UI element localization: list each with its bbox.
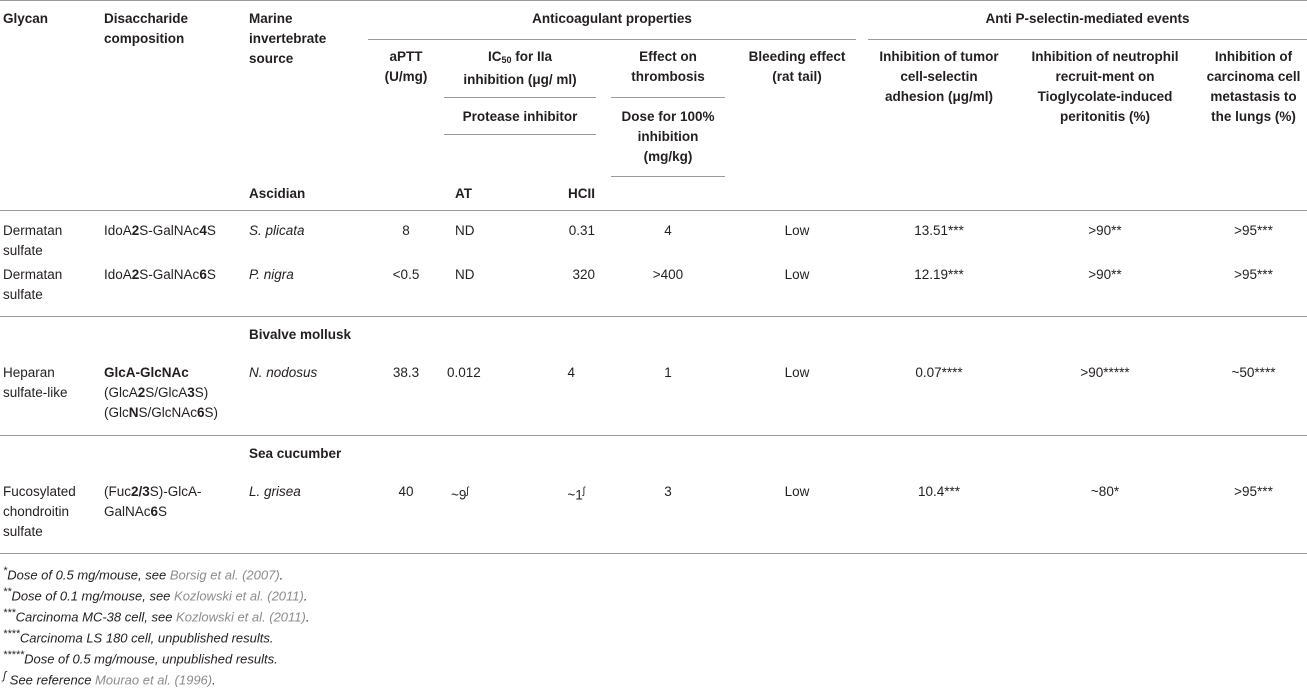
row4-carcinoma: >95*** [1234, 484, 1273, 499]
row3-composition: GlcA-GlcNAc (GlcA2S/GlcA3S) (GlcNS/GlcNAc6S) [104, 365, 219, 420]
row2-source: P. nigra [249, 267, 294, 282]
protease-rule [444, 134, 596, 135]
row2-hcii: 320 [572, 267, 595, 282]
row2-bleeding: Low [784, 267, 810, 282]
row4-tumor: 10.4*** [917, 484, 961, 499]
row1-at: ND [455, 223, 475, 238]
row3-tumor: 0.07**** [915, 365, 963, 380]
header-hcii: HCII [568, 186, 595, 201]
row2-dose: >400 [652, 267, 684, 282]
row1-aptt: 8 [402, 223, 410, 238]
row4-composition: (Fuc2/3S)-GlcA- GalNAc6S [104, 484, 202, 519]
row3-source: N. nodosus [249, 365, 318, 380]
row3-neutrophil: >90***** [1080, 365, 1130, 380]
group-rule-1 [0, 316, 1307, 317]
footnote-4: ****Carcinoma LS 180 cell, unpublished results. [3, 628, 274, 646]
header-aptt: aPTT (U/mg) [384, 49, 428, 84]
row2-aptt: <0.5 [392, 267, 420, 282]
header-protease: Protease inhibitor [462, 109, 578, 124]
group-rule-2 [0, 435, 1307, 436]
row1-tumor: 13.51*** [914, 223, 964, 238]
row3-carcinoma: ~50**** [1231, 365, 1276, 380]
group-ascidian: Ascidian [249, 186, 306, 201]
footnote-1: *Dose of 0.5 mg/mouse, see Borsig et al. (2007). [3, 565, 284, 583]
row4-neutrophil: ~80* [1090, 484, 1120, 499]
footnote-5: *****Dose of 0.5 mg/mouse, unpublished results. [3, 649, 278, 667]
anticoag-group-rule [368, 39, 856, 40]
row2-neutrophil: >90** [1088, 267, 1122, 282]
row3-hcii: 4 [567, 365, 575, 380]
dose-rule [611, 176, 725, 177]
header-tumor: Inhibition of tumor cell-selectin adhesion (μg/ml) [879, 49, 999, 104]
ic50-rule [444, 97, 596, 98]
header-neutrophil: Inhibition of neutrophil recruit-ment on Tioglycolate-induced peritonitis (%) [1031, 49, 1179, 124]
row1-carcinoma: >95*** [1234, 223, 1273, 238]
row3-bleeding: Low [784, 365, 810, 380]
row4-source: L. grisea [249, 484, 301, 499]
row2-at: ND [455, 267, 475, 282]
footnote-2: **Dose of 0.1 mg/mouse, see Kozlowski et al. (2011). [3, 586, 308, 604]
row1-source: S. plicata [249, 223, 305, 238]
row2-composition: IdoA2S-GalNAc6S [104, 267, 216, 282]
row3-aptt: 38.3 [392, 365, 420, 380]
row4-hcii: $\sim 1^ʃ$ [567, 486, 585, 503]
table-bottom-rule [0, 553, 1307, 554]
header-anticoag-group: Anticoagulant properties [532, 11, 692, 26]
header-at: AT [455, 186, 472, 201]
row4-bleeding: Low [784, 484, 810, 499]
header-antip-group: Anti P-selectin-mediated events [985, 11, 1190, 26]
row2-carcinoma: >95*** [1234, 267, 1273, 282]
row4-glycan: Fucosylated chondroitin sulfate [3, 484, 76, 539]
row1-hcii: 0.31 [568, 223, 595, 238]
header-thrombosis: Effect on thrombosis [631, 49, 705, 84]
footnote-ref-link[interactable]: Borsig et al. (2007) [169, 567, 280, 583]
header-ic50: $IC_{50}$ for IIa inhibition (μg/ ml) [463, 49, 577, 87]
row1-dose: 4 [664, 223, 672, 238]
header-bleeding: Bleeding effect (rat tail) [748, 49, 846, 84]
row1-composition: IdoA2S-GalNAc4S [104, 223, 216, 238]
row4-dose: 3 [664, 484, 672, 499]
row1-glycan: Dermatan sulfate [3, 223, 63, 258]
group-sea-cucumber: Sea cucumber [249, 446, 342, 461]
row1-neutrophil: >90** [1088, 223, 1122, 238]
footnote-ref-link[interactable]: Kozlowski et al. (2011) [176, 609, 306, 625]
row3-glycan: Heparan sulfate-like [3, 365, 68, 400]
footnote-ref-link[interactable]: Kozlowski et al. (2011) [174, 588, 304, 604]
header-glycan: Glycan [3, 11, 49, 26]
footnote-6: $^ʃ$ See reference Mourao et al. (1996). [3, 670, 216, 688]
header-dose100: Dose for 100% inhibition (mg/kg) [621, 109, 715, 164]
row2-glycan: Dermatan sulfate [3, 267, 63, 302]
table-top-rule [0, 0, 1307, 1]
row1-bleeding: Low [784, 223, 810, 238]
footnote-ref-link[interactable]: Mourao et al. (1996) [95, 672, 213, 688]
header-bottom-rule [0, 210, 1307, 211]
header-disaccharide: Disaccharide composition [104, 11, 189, 46]
row3-at: 0.012 [447, 365, 481, 380]
row2-tumor: 12.19*** [914, 267, 964, 282]
group-bivalve: Bivalve mollusk [249, 327, 352, 342]
row4-aptt: 40 [398, 484, 414, 499]
antip-group-rule [868, 39, 1307, 40]
header-source: Marine invertebrate source [249, 11, 327, 66]
thrombosis-rule [611, 97, 725, 98]
row3-dose: 1 [664, 365, 672, 380]
header-carcinoma: Inhibition of carcinoma cell metastasis to the lungs (%) [1206, 49, 1301, 124]
row4-at: $\sim 9^ʃ$ [451, 486, 469, 503]
footnote-3: ***Carcinoma MC-38 cell, see Kozlowski et al. (2011). [3, 607, 310, 625]
